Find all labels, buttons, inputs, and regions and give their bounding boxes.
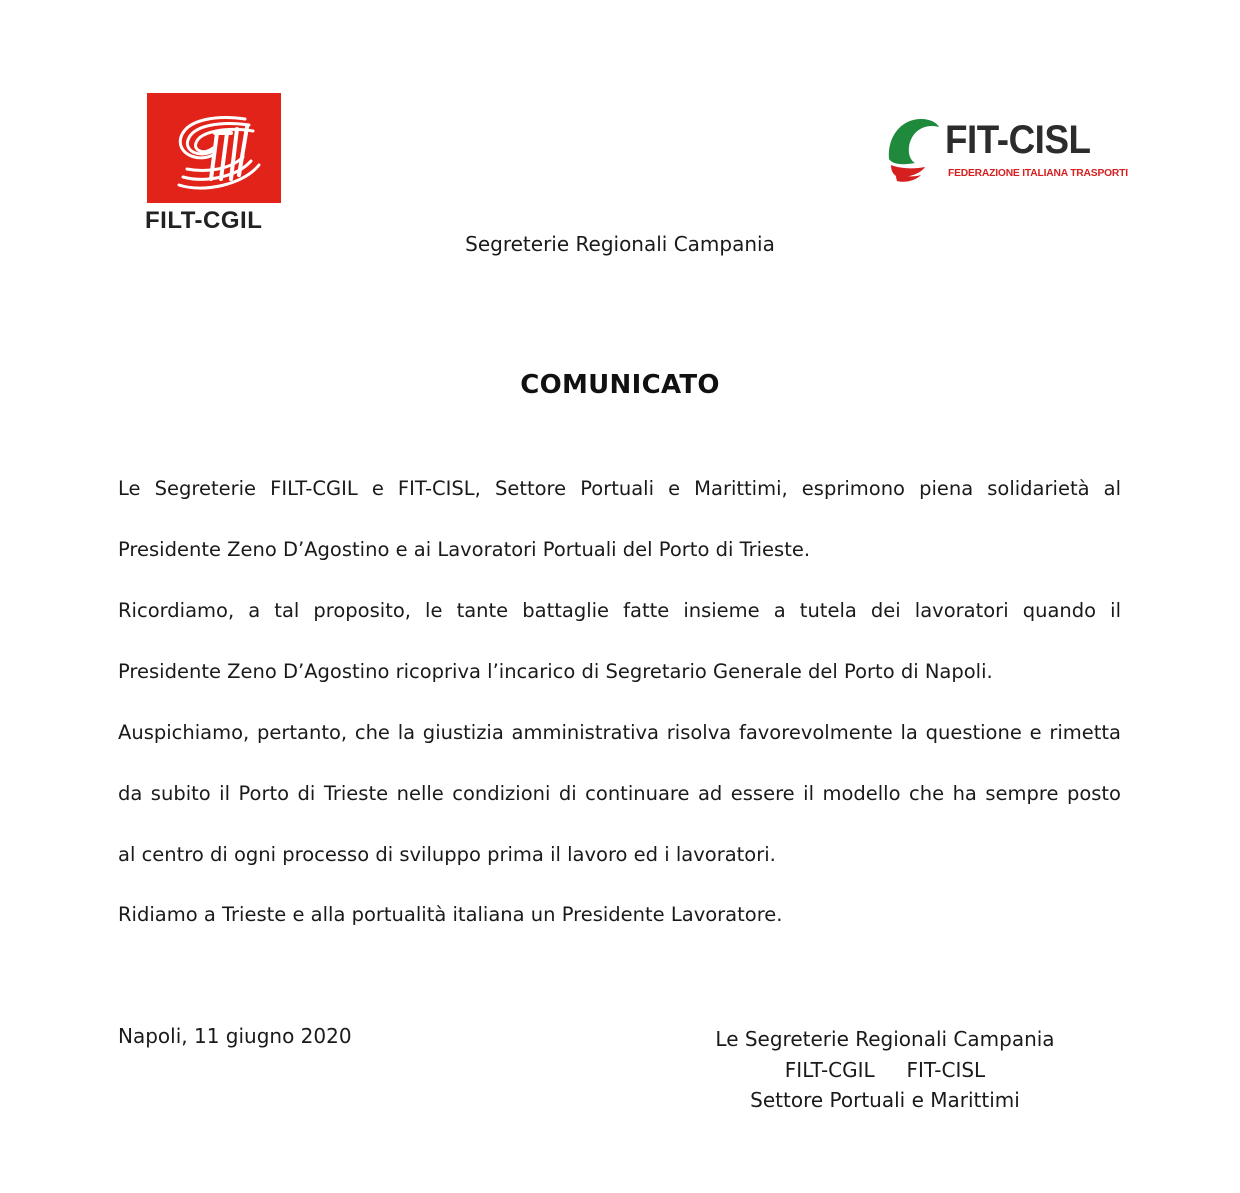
page-subtitle: Segreterie Regionali Campania — [465, 232, 775, 256]
signature-line-1: Le Segreterie Regionali Campania — [715, 1027, 1055, 1051]
page-title: COMUNICATO — [520, 370, 720, 400]
fit-cisl-logo — [885, 113, 1128, 188]
body-line-7: al centro di ogni processo di sviluppo prima il lavoro ed i lavoratori. — [118, 843, 776, 866]
filt-cgil-logo — [140, 90, 290, 235]
document-date: Napoli, 11 giugno 2020 — [118, 1024, 352, 1048]
body-line-8: Ridiamo a Trieste e alla portualità italiana un Presidente Lavoratore. — [118, 903, 783, 926]
body-line-5: Auspichiamo, pertanto, che la giustizia amministrativa risolva favorevolmente la questione e rimetta — [118, 721, 1121, 744]
body-line-3: Ricordiamo, a tal proposito, le tante battaglie fatte insieme a tutela dei lavoratori quando il — [118, 599, 1121, 622]
body-line-1: Le Segreterie FILT-CGIL e FIT-CISL, Settore Portuali e Marittimi, esprimono piena solidarietà al — [118, 477, 1121, 500]
fit-cisl-logo-text: FIT-CISL — [945, 118, 1091, 162]
fit-cisl-emblem-icon — [885, 115, 941, 185]
body-line-4: Presidente Zeno D’Agostino ricopriva l’incarico di Segretario Generale del Porto di Napoli. — [118, 660, 993, 683]
filt-cgil-emblem-icon — [147, 93, 281, 203]
signature-line-3: Settore Portuali e Marittimi — [750, 1088, 1020, 1112]
signature-block — [700, 1024, 1070, 1116]
fit-cisl-logo-subtext: FEDERAZIONE ITALIANA TRASPORTI — [948, 167, 1128, 179]
body-line-2: Presidente Zeno D’Agostino e ai Lavoratori Portuali del Porto di Trieste. — [118, 538, 811, 561]
signature-line-2: FILT-CGIL FIT-CISL — [784, 1057, 986, 1082]
filt-cgil-logo-text: FILT-CGIL — [145, 207, 263, 234]
body-line-6: da subito il Porto di Trieste nelle condizioni di continuare ad essere il modello che ha sempre posto — [118, 782, 1121, 805]
